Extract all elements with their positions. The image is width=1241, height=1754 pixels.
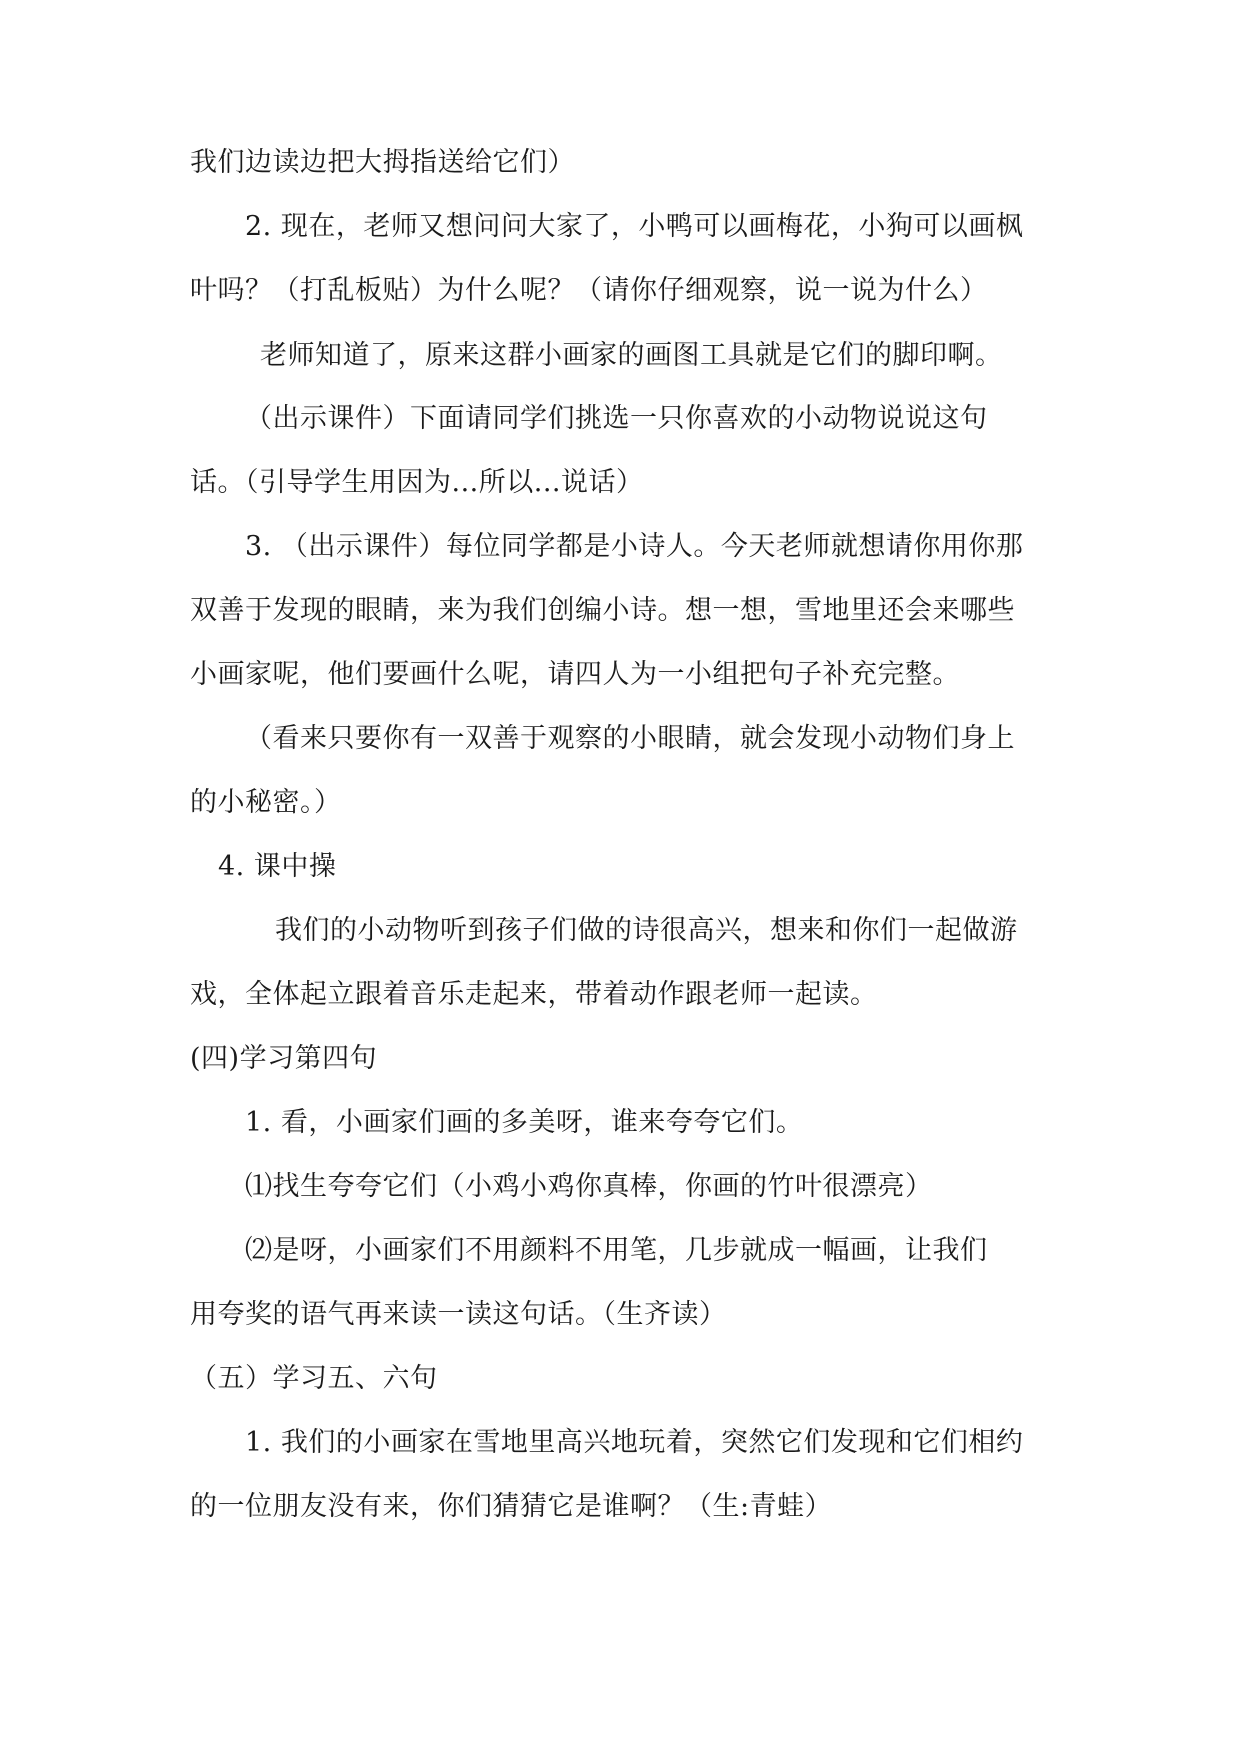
text-line: ⑵是呀，小画家们不用颜料不用笔，几步就成一幅画，让我们 [245,1235,988,1266]
text-line: 4. 课中操 [218,851,337,882]
text-line: 小画家呢，他们要画什么呢，请四人为一小组把句子补充完整。 [190,659,960,690]
text-line: 1. 我们的小画家在雪地里高兴地玩着，突然它们发现和它们相约 [245,1427,1024,1458]
text-line: 用夸奖的语气再来读一读这句话。（生齐读） [190,1299,727,1330]
text-line: 话。（引导学生用因为...所以...说话） [190,467,644,498]
text-line: 双善于发现的眼睛，来为我们创编小诗。想一想，雪地里还会来哪些 [190,595,1015,626]
text-line: （出示课件）下面请同学们挑选一只你喜欢的小动物说说这句 [245,403,988,434]
text-line: （看来只要你有一双善于观察的小眼睛，就会发现小动物们身上 [245,723,1015,754]
text-line: 叶吗？（打乱板贴）为什么呢？（请你仔细观察，说一说为什么） [190,275,988,306]
text-line: 我们的小动物听到孩子们做的诗很高兴，想来和你们一起做游 [275,915,1018,946]
text-line: 老师知道了，原来这群小画家的画图工具就是它们的脚印啊。 [260,340,1003,371]
text-line: ⑴找生夸夸它们（小鸡小鸡你真棒，你画的竹叶很漂亮） [245,1171,933,1202]
section-heading: （五）学习五、六句 [190,1363,438,1394]
text-line: 的一位朋友没有来，你们猜猜它是谁啊？（生:青蛙） [190,1491,833,1522]
section-heading: (四)学习第四句 [190,1043,378,1074]
text-line: 1. 看，小画家们画的多美呀，谁来夸夸它们。 [245,1107,804,1138]
text-line: 2. 现在，老师又想问问大家了，小鸭可以画梅花，小狗可以画枫 [245,211,1024,242]
text-line: 的小秘密。） [190,787,342,818]
text-line: 3. （出示课件）每位同学都是小诗人。今天老师就想请你用你那 [245,531,1024,562]
text-line: 戏，全体起立跟着音乐走起来，带着动作跟老师一起读。 [190,979,878,1010]
text-line: 我们边读边把大拇指送给它们） [190,147,575,178]
